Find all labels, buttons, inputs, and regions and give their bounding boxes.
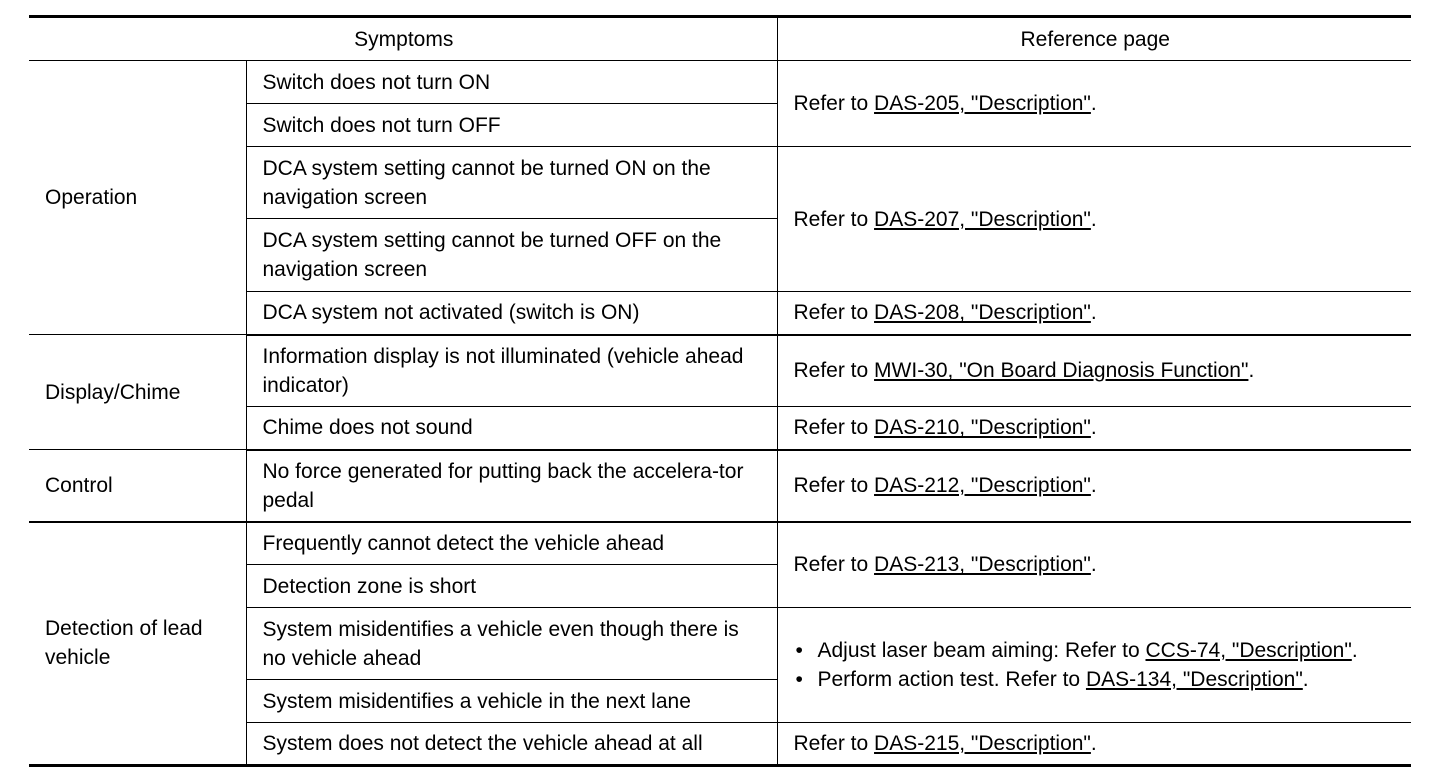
refer-prefix: Refer to [793,92,869,115]
symptom-cell: Switch does not turn ON [246,61,777,104]
symptom-table [29,15,1411,767]
table-row [29,450,1411,522]
bullet-text: Perform action test. Refer to [817,668,1081,691]
refer-prefix: Refer to [793,474,869,497]
bullet-item: • Perform action test. Refer to DAS-134, "Description". [794,665,1398,694]
reference-link[interactable]: DAS-215, "Description" [874,732,1091,755]
reference-cell-bullets [777,608,1411,723]
header-row [29,17,1411,61]
reference-cell: Refer to DAS-210, "Description". [777,407,1411,450]
symptom-cell: System misidentifies a vehicle in the next lane [246,680,777,723]
bullet-item: • Adjust laser beam aiming: Refer to CCS-74, "Description". [794,636,1398,665]
refer-prefix: Refer to [793,732,869,755]
reference-cell: Refer to DAS-207, "Description". [777,147,1411,292]
refer-prefix: Refer to [793,553,869,577]
table-row [29,522,1411,565]
symptom-cell: DCA system not activated (switch is ON) [246,292,777,335]
symptom-cell: System does not detect the vehicle ahead at all [246,723,777,766]
symptom-cell: Detection zone is short [246,565,777,608]
category-display-chime: Display/Chime [29,335,246,450]
symptom-cell: System misidentifies a vehicle even though there is no vehicle ahead [246,608,777,680]
symptom-cell: No force generated for putting back the accelera-tor pedal [246,450,777,522]
symptom-cell: Chime does not sound [246,407,777,450]
symptom-cell: Frequently cannot detect the vehicle ahead [246,522,777,565]
symptom-cell: DCA system setting cannot be turned OFF on the navigation screen [246,219,777,292]
table-row [29,61,1411,104]
reference-cell: Refer to DAS-208, "Description". [777,292,1411,335]
reference-cell: Refer to DAS-205, "Description". [777,61,1411,147]
reference-link[interactable]: DAS-208, "Description" [874,301,1091,325]
reference-link[interactable]: DAS-134, "Description" [1085,668,1303,691]
reference-cell: Refer to DAS-215, "Description". [777,723,1411,766]
reference-link[interactable]: MWI-30, "On Board Diagnosis Function" [874,359,1249,383]
reference-cell: Refer to DAS-213, "Description". [777,522,1411,608]
refer-prefix: Refer to [793,416,869,440]
reference-link[interactable]: DAS-205, "Description" [874,92,1091,115]
symptom-cell: DCA system setting cannot be turned ON on the navigation screen [246,147,777,219]
bullet-text: Adjust laser beam aiming: Refer to [817,639,1140,662]
reference-link[interactable]: DAS-210, "Description" [874,416,1091,440]
header-reference-page: Reference page [777,17,1411,61]
header-symptoms: Symptoms [29,17,777,61]
reference-link[interactable]: DAS-207, "Description" [874,207,1091,231]
reference-link[interactable]: DAS-212, "Description" [874,474,1091,497]
category-detection-of-lead-vehicle: Detection of lead vehicle [29,522,246,766]
category-control: Control [29,450,246,522]
refer-prefix: Refer to [793,301,869,325]
table-row [29,335,1411,407]
refer-prefix: Refer to [793,359,869,383]
reference-link[interactable]: CCS-74, "Description" [1145,639,1352,662]
reference-link[interactable]: DAS-213, "Description" [874,553,1091,577]
symptom-cell: Information display is not illuminated (vehicle ahead indicator) [246,335,777,407]
reference-cell: Refer to MWI-30, "On Board Diagnosis Function". [777,335,1411,407]
reference-cell: Refer to DAS-212, "Description". [777,450,1411,522]
category-operation: Operation [29,61,246,335]
bullet-list [794,636,1398,694]
refer-prefix: Refer to [793,207,869,231]
symptom-cell: Switch does not turn OFF [246,104,777,147]
